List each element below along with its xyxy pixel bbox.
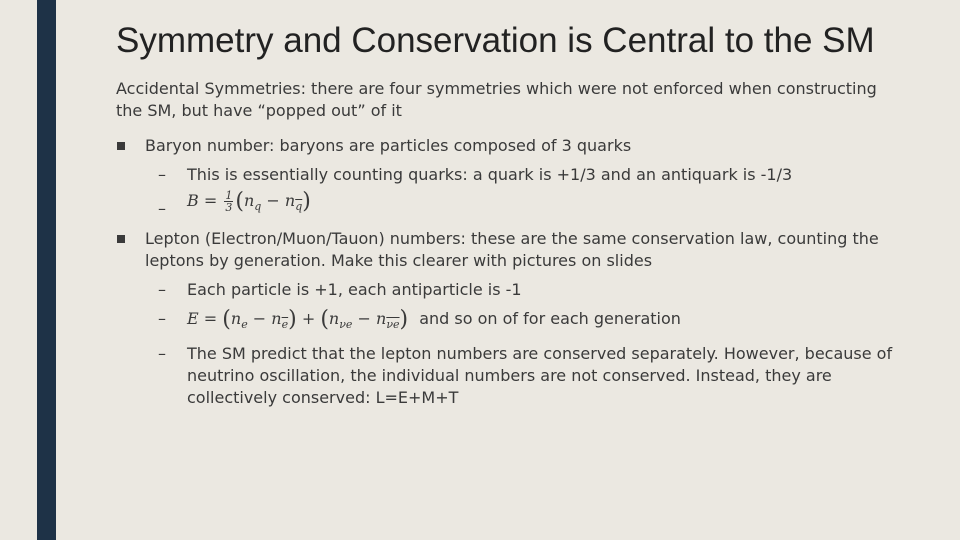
slide-accent-bar	[37, 0, 56, 540]
plus-sign: +	[301, 309, 316, 329]
formula-subscript: νe	[386, 318, 400, 332]
slide-body	[116, 78, 896, 409]
dash-marker: –	[158, 280, 166, 300]
fraction-denominator: 3	[225, 201, 233, 214]
minus-sign: −	[266, 191, 280, 210]
dash-marker: –	[158, 309, 166, 329]
sub-bullet-text: The SM predict that the lepton numbers are conserved separately. However, because of neutrino oscillation, the individual numbers are not conserved. Instead, they are collectively conserved: L=E+M+T	[187, 344, 893, 408]
formula-term: n	[230, 309, 242, 329]
bullet-text: Baryon number: baryons are particles composed of 3 quarks	[145, 136, 632, 155]
right-paren: )	[288, 307, 297, 333]
formula-subscript: q	[295, 200, 303, 214]
right-paren: )	[302, 189, 311, 214]
formula-subscript: e	[281, 318, 289, 332]
sub-bullet-formula	[116, 308, 896, 336]
formula-suffix: and so on of for each generation	[419, 309, 681, 329]
equals-sign: =	[203, 191, 218, 210]
minus-sign: −	[252, 309, 267, 329]
formula-term: n	[328, 309, 340, 329]
left-paren: (	[222, 307, 231, 333]
formula-term: n	[376, 309, 387, 329]
formula-term: n	[271, 309, 282, 329]
sub-bullet-text: Each particle is +1, each antiparticle is -1	[187, 280, 522, 300]
sub-bullet	[116, 343, 896, 409]
intro-paragraph: Accidental Symmetries: there are four symmetries which were not enforced when constructing the SM, but have “popped out” of it	[116, 79, 877, 120]
formula-subscript: e	[241, 318, 248, 332]
sub-bullet-formula	[116, 190, 896, 218]
equals-sign: =	[203, 309, 218, 329]
dash-marker: –	[158, 199, 166, 218]
formula-subscript: νe	[339, 318, 353, 332]
left-paren: (	[320, 307, 329, 333]
minus-sign: −	[357, 309, 371, 329]
bullet-text: Lepton (Electron/Muon/Tauon) numbers: these are the same conservation law, counting the leptons by generation. Make this clearer with pictures on slides	[145, 229, 879, 271]
formula-term: n	[243, 191, 255, 210]
formula-lhs: E	[187, 309, 199, 329]
right-paren: )	[399, 307, 409, 333]
bullet-square-icon	[117, 142, 125, 150]
lepton-formula	[187, 307, 413, 333]
fraction-numerator: 1	[225, 189, 233, 202]
formula-lhs: B	[187, 191, 199, 210]
fraction	[224, 190, 233, 213]
sub-bullet-text: This is essentially counting quarks: a quark is +1/3 and an antiquark is -1/3	[187, 165, 793, 184]
formula-subscript: q	[254, 200, 262, 214]
dash-marker: –	[158, 344, 166, 364]
formula-term: n	[284, 191, 296, 210]
dash-marker: –	[158, 165, 166, 184]
bullet-square-icon	[117, 235, 125, 243]
left-paren: (	[235, 189, 244, 214]
sub-bullet	[116, 164, 896, 186]
bullet-baryon	[116, 135, 896, 157]
sub-bullet	[116, 279, 896, 301]
baryon-formula	[187, 189, 311, 214]
bullet-lepton	[116, 228, 896, 272]
slide-title: Symmetry and Conservation is Central to the SM	[116, 21, 875, 60]
